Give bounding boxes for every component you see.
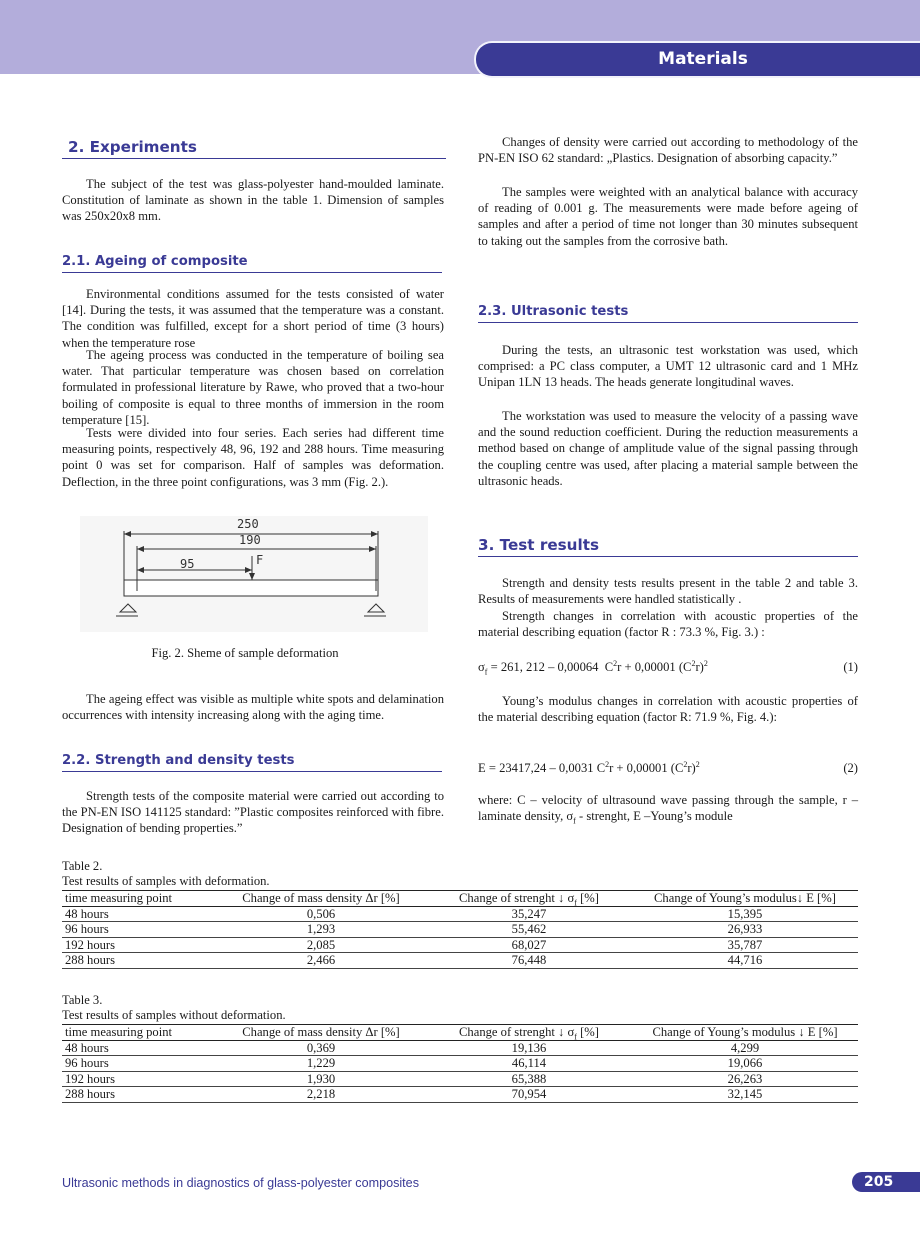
paragraph-where: where: C – velocity of ultrasound wave passing through the sample, r – laminate density, $\sigma_f$ - strenght, E –Young’s module: [478, 793, 858, 826]
paragraph-young: Young’s modulus changes in correlation with acoustic properties of the material describing equation (factor R: 71.9 %, Fig. 4.):: [478, 694, 858, 725]
table-cell: 32,145: [632, 1087, 858, 1103]
table-2: [62, 859, 858, 969]
table-cell: 2,085: [216, 937, 426, 953]
figure-caption: Fig. 2. Sheme of sample deformation: [151, 646, 339, 660]
paragraph-strength-tests: Strength tests of the composite material were carried out according to the PN-EN ISO 141125 standard: ”Plastic composites reinforced with fibre. Designation of bending properties.”: [62, 789, 444, 836]
table-cell: 70,954: [426, 1087, 632, 1103]
table-cell: 96 hours: [62, 922, 216, 938]
table-3: [62, 993, 858, 1103]
table-3-title: Test results of samples without deformation.: [62, 1008, 286, 1023]
dimension-250: 250: [237, 517, 259, 531]
table-row: [62, 1087, 858, 1103]
table-cell: 288 hours: [62, 953, 216, 969]
table-header: Change of Young’s modulus ↓ E [%]: [632, 1024, 858, 1040]
table-cell: 192 hours: [62, 1071, 216, 1087]
equation-1: $\sigma_f = 261$, 212 – 0,00064 $C^2r + 0,00001$ $(C^2r)^2$ (1): [478, 658, 858, 677]
equation-2: E = 23417,24 – 0,0031 $C^2r + 0,00001$ $(C^2r)^2$ (2): [478, 759, 858, 775]
table-header: Change of mass density Δr [%]: [216, 890, 426, 906]
table-cell: 0,506: [216, 906, 426, 922]
table-row: [62, 922, 858, 938]
table-cell: 1,229: [216, 1056, 426, 1072]
table-cell: 46,114: [426, 1056, 632, 1072]
table-cell: 288 hours: [62, 1087, 216, 1103]
table-cell: 96 hours: [62, 1056, 216, 1072]
table-header: time measuring point: [62, 1024, 216, 1040]
table-cell: 1,293: [216, 922, 426, 938]
table-cell: 35,247: [426, 906, 632, 922]
table-cell: 19,066: [632, 1056, 858, 1072]
table-2-grid: [62, 890, 858, 969]
page-number: 205: [852, 1172, 920, 1192]
table-row: [62, 953, 858, 969]
heading-ageing: 2.1. Ageing of composite: [62, 254, 442, 273]
table-cell: 26,933: [632, 922, 858, 938]
paragraph-results-2: Strength changes in correlation with acoustic properties of the material describing equation (factor R : 73.3 %, Fig. 3.) :: [478, 609, 858, 640]
footer-title: Ultrasonic methods in diagnostics of glass-polyester composites: [62, 1176, 419, 1190]
paragraph-weighted: The samples were weighted with an analytical balance with accuracy of reading of 0.001 g. The measurements were made before ageing of samples and after a period of time not longer than 30 minutes subsequent to taking out the samples from the corrosive bath.: [478, 185, 858, 248]
equation-1-number: (1): [843, 660, 858, 674]
table-cell: 15,395: [632, 906, 858, 922]
table-2-label: Table 2.: [62, 859, 103, 873]
paragraph-ageing-effect: The ageing effect was visible as multiple white spots and delamination occurrences with intensity increasing along with the aging time.: [62, 692, 444, 723]
section-title: Materials: [658, 49, 748, 69]
table-cell: 2,218: [216, 1087, 426, 1103]
table-cell: 0,369: [216, 1040, 426, 1056]
paragraph-density: Changes of density were carried out according to methodology of the PN-EN ISO 62 standard: „Plastics. Designation of absorbing capacity.”: [478, 135, 858, 166]
table-cell: 19,136: [426, 1040, 632, 1056]
paragraph-series: Tests were divided into four series. Each series had different time measuring points, respectively 48, 96, 192 and 288 hours. Time measuring point 0 was set for comparison. Half of samples was deformation. Deflection, in the three point configurations, was 3 mm (Fig. 2.).: [62, 426, 444, 489]
table-row: [62, 1040, 858, 1056]
table-header: Change of strenght ↓ $\sigma_f$ [%]: [426, 890, 632, 906]
table-cell: 192 hours: [62, 937, 216, 953]
dimension-190: 190: [239, 533, 261, 547]
heading-test-results: 3. Test results: [478, 536, 858, 557]
table-cell: 48 hours: [62, 1040, 216, 1056]
dimension-95: 95: [180, 557, 195, 571]
table-cell: 4,299: [632, 1040, 858, 1056]
table-header: Change of strenght ↓ $\sigma_f$ [%]: [426, 1024, 632, 1040]
table-3-label: Table 3.: [62, 993, 103, 1007]
table-cell: 35,787: [632, 937, 858, 953]
table-cell: 68,027: [426, 937, 632, 953]
paragraph-subject: The subject of the test was glass-polyester hand-moulded laminate. Constitution of laminate as shown in the table 1. Dimension of samples was 250x20x8 mm.: [62, 177, 444, 224]
force-label: F: [256, 553, 264, 567]
heading-strength-density: 2.2. Strength and density tests: [62, 753, 442, 772]
table-row: [62, 937, 858, 953]
table-row: [62, 906, 858, 922]
section-tab: [474, 41, 920, 78]
table-2-title: Test results of samples with deformation.: [62, 874, 270, 889]
heading-experiments: 2. Experiments: [62, 138, 446, 159]
table-cell: 76,448: [426, 953, 632, 969]
table-cell: 65,388: [426, 1071, 632, 1087]
table-row: [62, 1071, 858, 1087]
table-row: [62, 1056, 858, 1072]
table-cell: 48 hours: [62, 906, 216, 922]
heading-ultrasonic: 2.3. Ultrasonic tests: [478, 304, 858, 323]
table-cell: 44,716: [632, 953, 858, 969]
table-header: Change of mass density Δr [%]: [216, 1024, 426, 1040]
table-header: Change of Young’s modulus↓ E [%]: [632, 890, 858, 906]
deformation-diagram: [80, 516, 428, 632]
table-3-grid: [62, 1024, 858, 1103]
table-cell: 1,930: [216, 1071, 426, 1087]
table-header: time measuring point: [62, 890, 216, 906]
table-cell: 26,263: [632, 1071, 858, 1087]
paragraph-ultrasonic-2: The workstation was used to measure the velocity of a passing wave and the sound reduction coefficient. During the reduction measurements a method based on change of amplitude value of the signal passing through the coupling centre was used, after placing a material sample between the ultrasonic heads.: [478, 409, 858, 488]
paragraph-ultrasonic-1: During the tests, an ultrasonic test workstation was used, which comprised: a PC class computer, a UMT 12 ultrasonic card and 1 MHz Unipan 1LN 13 heads. The heads generate longitudinal waves.: [478, 343, 858, 390]
paragraph-environment: Environmental conditions assumed for the tests consisted of water [14]. During the tests, it was assumed that the temperature was a constant. The condition was fulfilled, except for a short period of time (3 hours) when the temperature rose: [62, 287, 444, 350]
paragraph-ageing-process: The ageing process was conducted in the temperature of boiling sea water. That particular temperature was chosen based on correlation formulated in professional literature by Rawe, who proved that a two-hour boiling of composite is equal to three months of immersion in the room temperature [15].: [62, 348, 444, 427]
table-cell: 2,466: [216, 953, 426, 969]
table-cell: 55,462: [426, 922, 632, 938]
paragraph-results-1: Strength and density tests results present in the table 2 and table 3. Results of measurements were handled statistically .: [478, 576, 858, 607]
equation-2-number: (2): [843, 761, 858, 775]
